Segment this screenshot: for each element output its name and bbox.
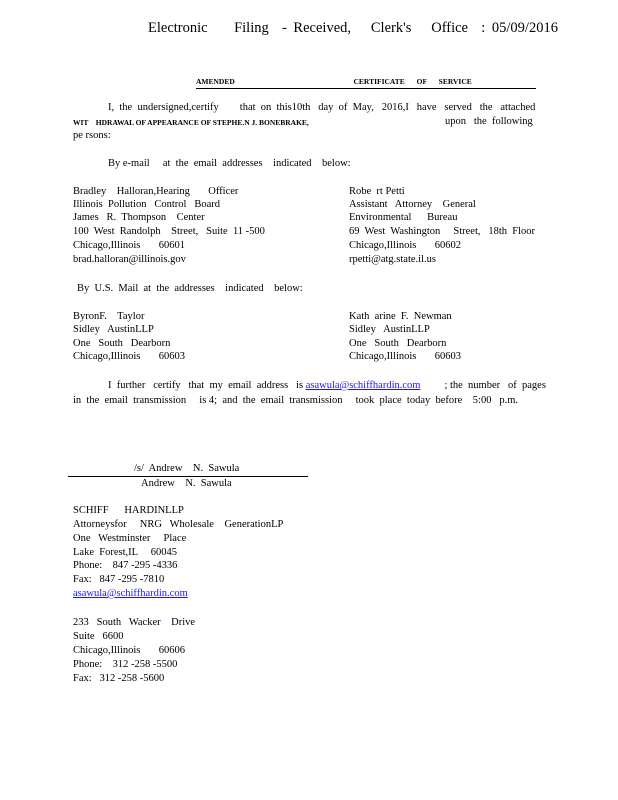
recipient-building: Environmental Bureau <box>349 212 458 223</box>
recipient-street: One South Dearborn <box>349 338 447 349</box>
firm-address-2: Lake Forest,IL 60045 <box>73 547 178 558</box>
recipient-org: Assistant Attorney General <box>349 199 476 210</box>
recipient-building: James R. Thompson Center <box>73 212 205 223</box>
recipient-city: Chicago,Illinois 60602 <box>349 240 461 251</box>
recipient-name: Bradley Halloran,Hearing Officer <box>73 186 239 197</box>
office-address-2: Suite 6600 <box>73 631 124 642</box>
recipient-org: Sidley AustinLLP <box>349 324 430 335</box>
recipient-city: Chicago,Illinois 60603 <box>73 351 185 362</box>
certify-text-pre: I further certify that my email address is <box>108 380 304 391</box>
recipient-city: Chicago,Illinois 60601 <box>73 240 185 251</box>
intro-line-2-end: upon the following <box>445 116 533 127</box>
firm-fax: Fax: 847 -295 -7810 <box>73 574 165 585</box>
signature-slash: /s/ Andrew N. Sawula <box>134 463 240 474</box>
recipient-email: rpetti@atg.state.il.us <box>349 254 436 265</box>
recipient-street: 100 West Randolph Street, Suite 11 -500 <box>73 226 265 237</box>
recipient-name: Kath arine F. Newman <box>349 311 452 322</box>
filing-header: Electronic Filing - Received, Clerk's Office : 05/09/2016 <box>148 20 558 36</box>
recipient-org: Illinois Pollution Control Board <box>73 199 221 210</box>
recipient-email: brad.halloran@illinois.gov <box>73 254 186 265</box>
office-fax: Fax: 312 -258 -5600 <box>73 673 165 684</box>
certify-email-link[interactable]: asawula@schiffhardin.com <box>305 380 421 391</box>
certify-line-1 <box>108 379 546 392</box>
certify-text-post: ; the number of pages <box>444 380 546 391</box>
intro-document-name: WIT HDRAWAL OF APPEARANCE OF STEPHE.N J. BONEBRAKE, <box>73 118 309 127</box>
firm-email-link[interactable]: asawula@schiffhardin.com <box>73 588 188 599</box>
document-title: AMENDED CERTIFICATE OF SERVICE <box>196 75 536 89</box>
firm-address-1: One Westminster Place <box>73 533 187 544</box>
recipient-name: Robe rt Petti <box>349 186 405 197</box>
intro-line-3: pe rsons: <box>73 130 111 141</box>
firm-name: SCHIFF HARDINLLP <box>73 505 184 516</box>
office-phone: Phone: 312 -258 -5500 <box>73 659 178 670</box>
office-city: Chicago,Illinois 60606 <box>73 645 185 656</box>
mail-service-intro: By U.S. Mail at the addresses indicated below: <box>77 283 303 294</box>
firm-phone: Phone: 847 -295 -4336 <box>73 560 178 571</box>
intro-line-1: I, the undersigned,certify that on this10th day of May, 2016,I have served the attached <box>108 102 536 113</box>
recipient-city: Chicago,Illinois 60603 <box>349 351 461 362</box>
office-address-1: 233 South Wacker Drive <box>73 617 196 628</box>
recipient-name: ByronF. Taylor <box>73 311 145 322</box>
recipient-org: Sidley AustinLLP <box>73 324 154 335</box>
certify-line-2: in the email transmission is 4; and the email transmission took place today before 5:00 p.m. <box>73 395 519 406</box>
recipient-street: One South Dearborn <box>73 338 171 349</box>
signature-name: Andrew N. Sawula <box>141 478 232 489</box>
email-service-intro: By e-mail at the email addresses indicated below: <box>108 158 351 169</box>
firm-role: Attorneysfor NRG Wholesale GenerationLP <box>73 519 284 530</box>
recipient-street: 69 West Washington Street, 18th Floor <box>349 226 536 237</box>
